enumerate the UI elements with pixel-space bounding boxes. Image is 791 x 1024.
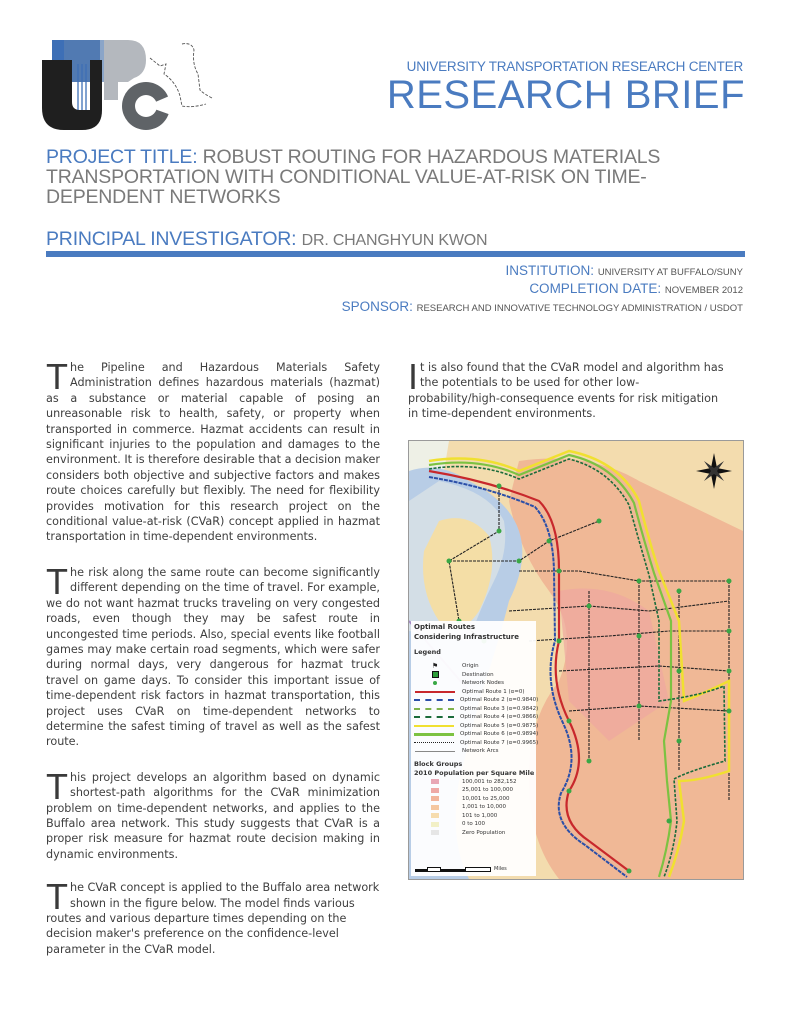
body-left-column bbox=[46, 356, 380, 973]
legend-swatch bbox=[414, 822, 456, 827]
buffalo-network-map bbox=[408, 440, 744, 880]
legend-heading: Legend bbox=[414, 648, 441, 656]
paragraph-other-applications bbox=[408, 356, 728, 422]
legend-item bbox=[411, 662, 536, 671]
legend-density-item bbox=[411, 829, 536, 838]
organization-name: UNIVERSITY TRANSPORTATION RESEARCH CENTER bbox=[406, 59, 743, 74]
project-title-label: PROJECT TITLE: bbox=[46, 146, 198, 168]
legend-density-item bbox=[411, 803, 536, 812]
map-legend bbox=[411, 621, 539, 876]
sponsor-row bbox=[342, 299, 743, 314]
paragraph-algorithm bbox=[46, 765, 380, 862]
institution-row bbox=[506, 263, 743, 278]
legend-label: 25,001 to 100,000 bbox=[462, 787, 514, 794]
paragraph-text: he Pipeline and Hazardous Materials Safety Administration defines hazardous materials (hazmat) as a substance or material capable of posing an unreasonable risk to health, safety, or property when transported in commerce. Hazmat accidents can result in significant injuries to the population and damages to the environment. It is therefore desirable that a decision maker considers both objective and subjective factors and makes route choices carefully but flexibly. The need for flexibility provides motivation for this research project on the conditional value-at-risk (CVaR) concept applied in hazmat transportation in time-dependent environments. bbox=[46, 361, 380, 544]
drop-cap: T bbox=[46, 765, 68, 807]
legend-symbol-line bbox=[414, 733, 454, 736]
legend-density-item bbox=[411, 795, 536, 804]
legend-symbol-origin: ⚑ bbox=[431, 662, 439, 671]
legend-swatch bbox=[414, 796, 456, 801]
legend-label: Optimal Route 5 (α=0.9875) bbox=[460, 722, 539, 729]
paragraph-text: his project develops an algorithm based on dynamic shortest-path algorithms for the CVaR minimization problem on time-dependent networks, and applies to the Buffalo area network. This study suggests that CVaR is a proper risk measure for hazmat route decision making in dynamic environments. bbox=[46, 770, 380, 861]
legend-section-subtitle: 2010 Population per Square Mile bbox=[414, 768, 535, 777]
legend-label: Optimal Route 4 (α=0.9866) bbox=[460, 714, 539, 721]
institution-label: INSTITUTION: bbox=[505, 263, 595, 278]
legend-swatch bbox=[414, 830, 456, 835]
drop-cap: T bbox=[46, 356, 68, 397]
legend-label: Optimal Route 6 (α=0.9894) bbox=[460, 731, 539, 738]
legend-label: Optimal Route 2 (α=0.9840) bbox=[460, 697, 539, 704]
utrc-logo bbox=[42, 40, 214, 132]
project-title bbox=[46, 147, 746, 207]
legend-label: Optimal Route 3 (α=0.9842) bbox=[460, 705, 539, 712]
header-divider bbox=[46, 251, 745, 257]
legend-item bbox=[411, 722, 539, 731]
legend-swatch bbox=[414, 805, 456, 810]
legend-symbol-dashed bbox=[414, 699, 454, 701]
legend-symbol-destination bbox=[414, 671, 456, 678]
legend-symbol-thin bbox=[414, 751, 456, 752]
legend-item bbox=[411, 671, 536, 680]
legend-symbol-wave bbox=[414, 742, 454, 743]
legend-symbol-dashed bbox=[414, 716, 454, 718]
legend-label: 1,001 to 10,000 bbox=[462, 804, 507, 811]
paragraph-buffalo-application bbox=[46, 876, 380, 957]
legend-item bbox=[411, 713, 539, 722]
legend-item bbox=[411, 688, 536, 697]
legend-label: 10,001 to 25,000 bbox=[462, 795, 510, 802]
legend-density-item bbox=[411, 812, 536, 821]
drop-cap: I bbox=[408, 356, 419, 397]
completion-date-label: COMPLETION DATE: bbox=[529, 281, 662, 296]
legend-item bbox=[411, 739, 539, 748]
drop-cap: T bbox=[46, 876, 68, 918]
completion-date-row bbox=[529, 281, 743, 296]
completion-date-value: NOVEMBER 2012 bbox=[664, 285, 743, 296]
legend-label: Destination bbox=[462, 671, 494, 678]
legend-label: Network Arcs bbox=[462, 748, 499, 755]
principal-investigator bbox=[46, 228, 487, 251]
pi-value: DR. CHANGHYUN KWON bbox=[301, 232, 488, 249]
paragraph-hazmat-definition bbox=[46, 356, 380, 545]
legend-density-item bbox=[411, 778, 536, 787]
legend-symbol-line bbox=[414, 725, 454, 728]
map-scale-bar bbox=[415, 866, 532, 872]
body-right-column bbox=[408, 356, 728, 438]
legend-label: 101 to 1,000 bbox=[462, 812, 498, 819]
legend-density-item bbox=[411, 820, 536, 829]
legend-label: 100,001 to 282,152 bbox=[462, 778, 517, 785]
legend-symbol-node bbox=[414, 681, 456, 685]
legend-item bbox=[411, 679, 536, 688]
legend-item bbox=[411, 730, 539, 739]
legend-label: 0 to 100 bbox=[462, 821, 486, 828]
drop-cap: T bbox=[46, 560, 68, 602]
legend-title-1: Optimal Routes bbox=[414, 623, 476, 631]
legend-label: Network Nodes bbox=[462, 680, 504, 687]
scale-unit: Miles bbox=[494, 866, 507, 872]
legend-title-2: Considering Infrastructure bbox=[414, 633, 519, 641]
paragraph-text: he CVaR concept is applied to the Buffalo area network shown in the figure below. The model finds various routes and various departure times depending on the decision maker's preference on the confidence-level parameter in the CVaR model. bbox=[46, 881, 380, 956]
legend-item bbox=[411, 747, 536, 756]
legend-item bbox=[411, 705, 539, 714]
paragraph-text: t is also found that the CVaR model and algorithm has the potentials to be used for other low-probability/high-consequence events for risk mitigation in time-dependent environments. bbox=[408, 361, 724, 421]
legend-swatch bbox=[414, 779, 456, 784]
sponsor-value: RESEARCH AND INNOVATIVE TECHNOLOGY ADMINISTRATION / USDOT bbox=[416, 303, 743, 314]
legend-item bbox=[411, 696, 539, 705]
document-type-heading: RESEARCH BRIEF bbox=[386, 73, 745, 117]
legend-symbol-line bbox=[414, 691, 456, 694]
legend-swatch bbox=[414, 813, 456, 818]
legend-swatch bbox=[414, 788, 456, 793]
legend-symbol-dashed bbox=[414, 708, 454, 710]
legend-label: Optimal Route 7 (α=0.9965) bbox=[460, 739, 539, 746]
project-title-value: ROBUST ROUTING FOR HAZARDOUS MATERIALS TRANSPORTATION WITH CONDITIONAL VALUE-AT-RISK ON TIME-DEPENDENT NETWORKS bbox=[46, 146, 661, 208]
institution-value: UNIVERSITY AT BUFFALO/SUNY bbox=[597, 267, 743, 278]
legend-label: Origin bbox=[462, 663, 479, 670]
legend-section-title: Block Groups bbox=[414, 759, 463, 768]
legend-label: Zero Population bbox=[462, 829, 506, 836]
sponsor-label: SPONSOR: bbox=[341, 299, 413, 314]
legend-density-item bbox=[411, 786, 536, 795]
pi-label: PRINCIPAL INVESTIGATOR: bbox=[46, 228, 297, 250]
paragraph-text: he risk along the same route can become significantly different depending on the time of travel. For example, we do not want hazmat trucks traveling on very congested roads, even though they may be safest route in uncongested time periods. Also, special events like football games may make certain road segments, which were safer during normal days, very dangerous for hazmat truck travel on game days. To consider this important issue of time-dependent risk factors in hazmat transportation, this project uses CVaR on time-dependent networks to determine the safest timing of travel as well as the safest route. bbox=[46, 565, 380, 749]
paragraph-time-dependent-risk bbox=[46, 560, 380, 750]
legend-label: Optimal Route 1 (α=0) bbox=[462, 688, 525, 695]
